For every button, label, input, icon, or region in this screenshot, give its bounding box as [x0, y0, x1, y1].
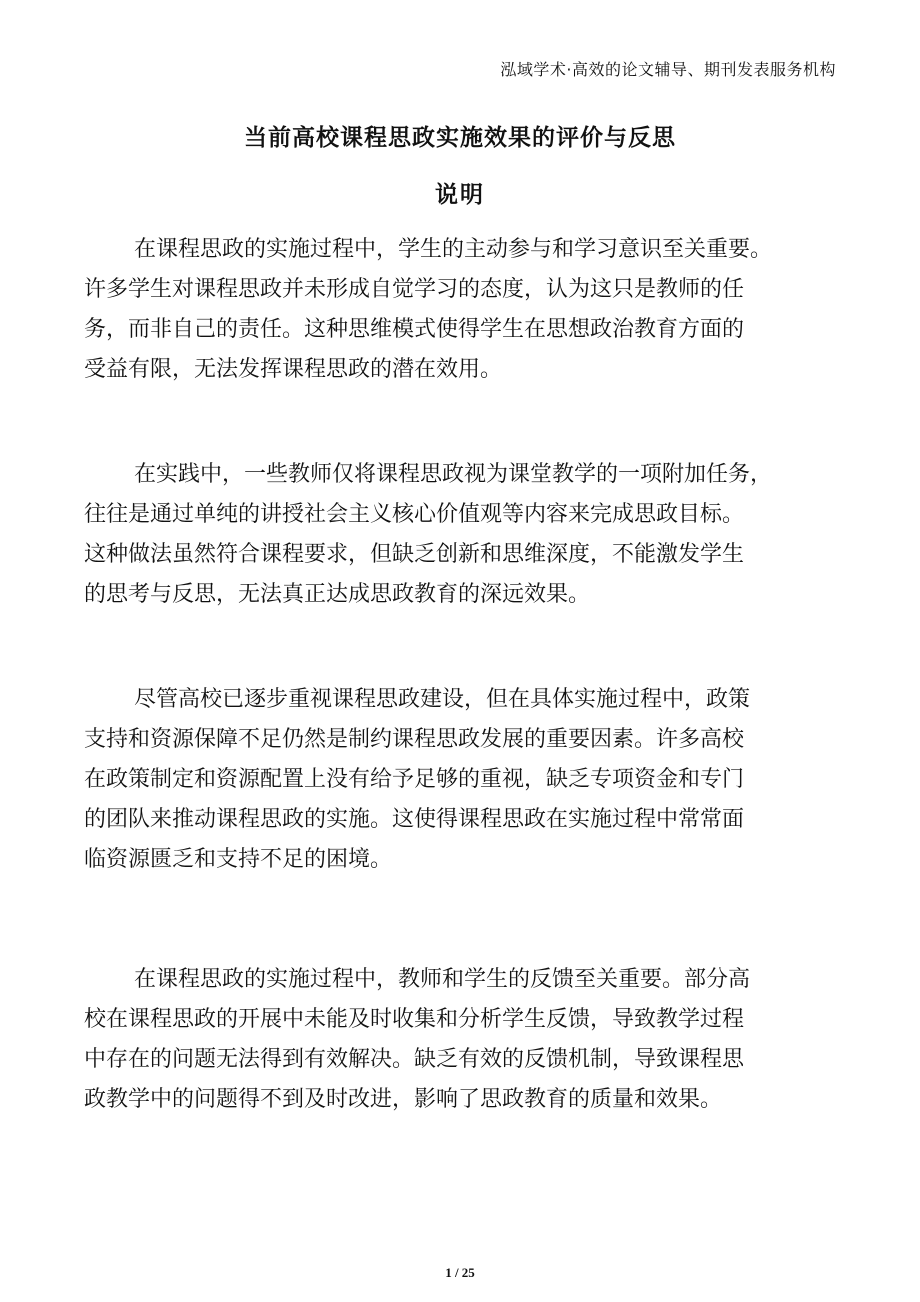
paragraph-3 [84, 680, 864, 880]
paragraph-line: 的团队来推动课程思政的实施。这使得课程思政在实施过程中常常面 [84, 807, 745, 832]
paragraph-2 [84, 455, 864, 615]
paragraph-line: 的思考与反思，无法真正达成思政教育的深远效果。 [84, 582, 591, 607]
paragraph-line: 在课程思政的实施过程中，学生的主动参与和学习意识至关重要。 [134, 237, 773, 262]
paragraph-line: 尽管高校已逐步重视课程思政建设，但在具体实施过程中，政策 [134, 687, 751, 712]
paragraph-line: 在政策制定和资源配置上没有给予足够的重视，缺乏专项资金和专门 [84, 767, 745, 792]
document-title: 当前高校课程思政实施效果的评价与反思 [244, 125, 676, 151]
page-number: 1 / 25 [445, 1265, 475, 1280]
paragraph-line: 受益有限，无法发挥课程思政的潜在效用。 [84, 357, 503, 382]
page-header: 泓域学术·高效的论文辅导、期刊发表服务机构 [500, 60, 836, 79]
paragraph-line: 这种做法虽然符合课程要求，但缺乏创新和思维深度，不能激发学生 [84, 542, 745, 567]
paragraph-line: 临资源匮乏和支持不足的困境。 [84, 847, 393, 872]
paragraph-line: 支持和资源保障不足仍然是制约课程思政发展的重要因素。许多高校 [84, 727, 745, 752]
paragraph-line: 在课程思政的实施过程中，教师和学生的反馈至关重要。部分高 [134, 967, 751, 992]
paragraph-line: 政教学中的问题得不到及时改进，影响了思政教育的质量和效果。 [84, 1087, 723, 1112]
paragraph-4 [84, 960, 864, 1120]
paragraph-line: 往往是通过单纯的讲授社会主义核心价值观等内容来完成思政目标。 [84, 502, 745, 527]
paragraph-1 [84, 230, 864, 390]
paragraph-line: 务，而非自己的责任。这种思维模式使得学生在思想政治教育方面的 [84, 317, 745, 342]
paragraph-line: 中存在的问题无法得到有效解决。缺乏有效的反馈机制，导致课程思 [84, 1047, 745, 1072]
section-heading: 说明 [435, 182, 485, 208]
paragraph-line: 在实践中，一些教师仅将课程思政视为课堂教学的一项附加任务， [134, 462, 773, 487]
paragraph-line: 许多学生对课程思政并未形成自觉学习的态度，认为这只是教师的任 [84, 277, 745, 302]
paragraph-line: 校在课程思政的开展中未能及时收集和分析学生反馈，导致教学过程 [84, 1007, 745, 1032]
